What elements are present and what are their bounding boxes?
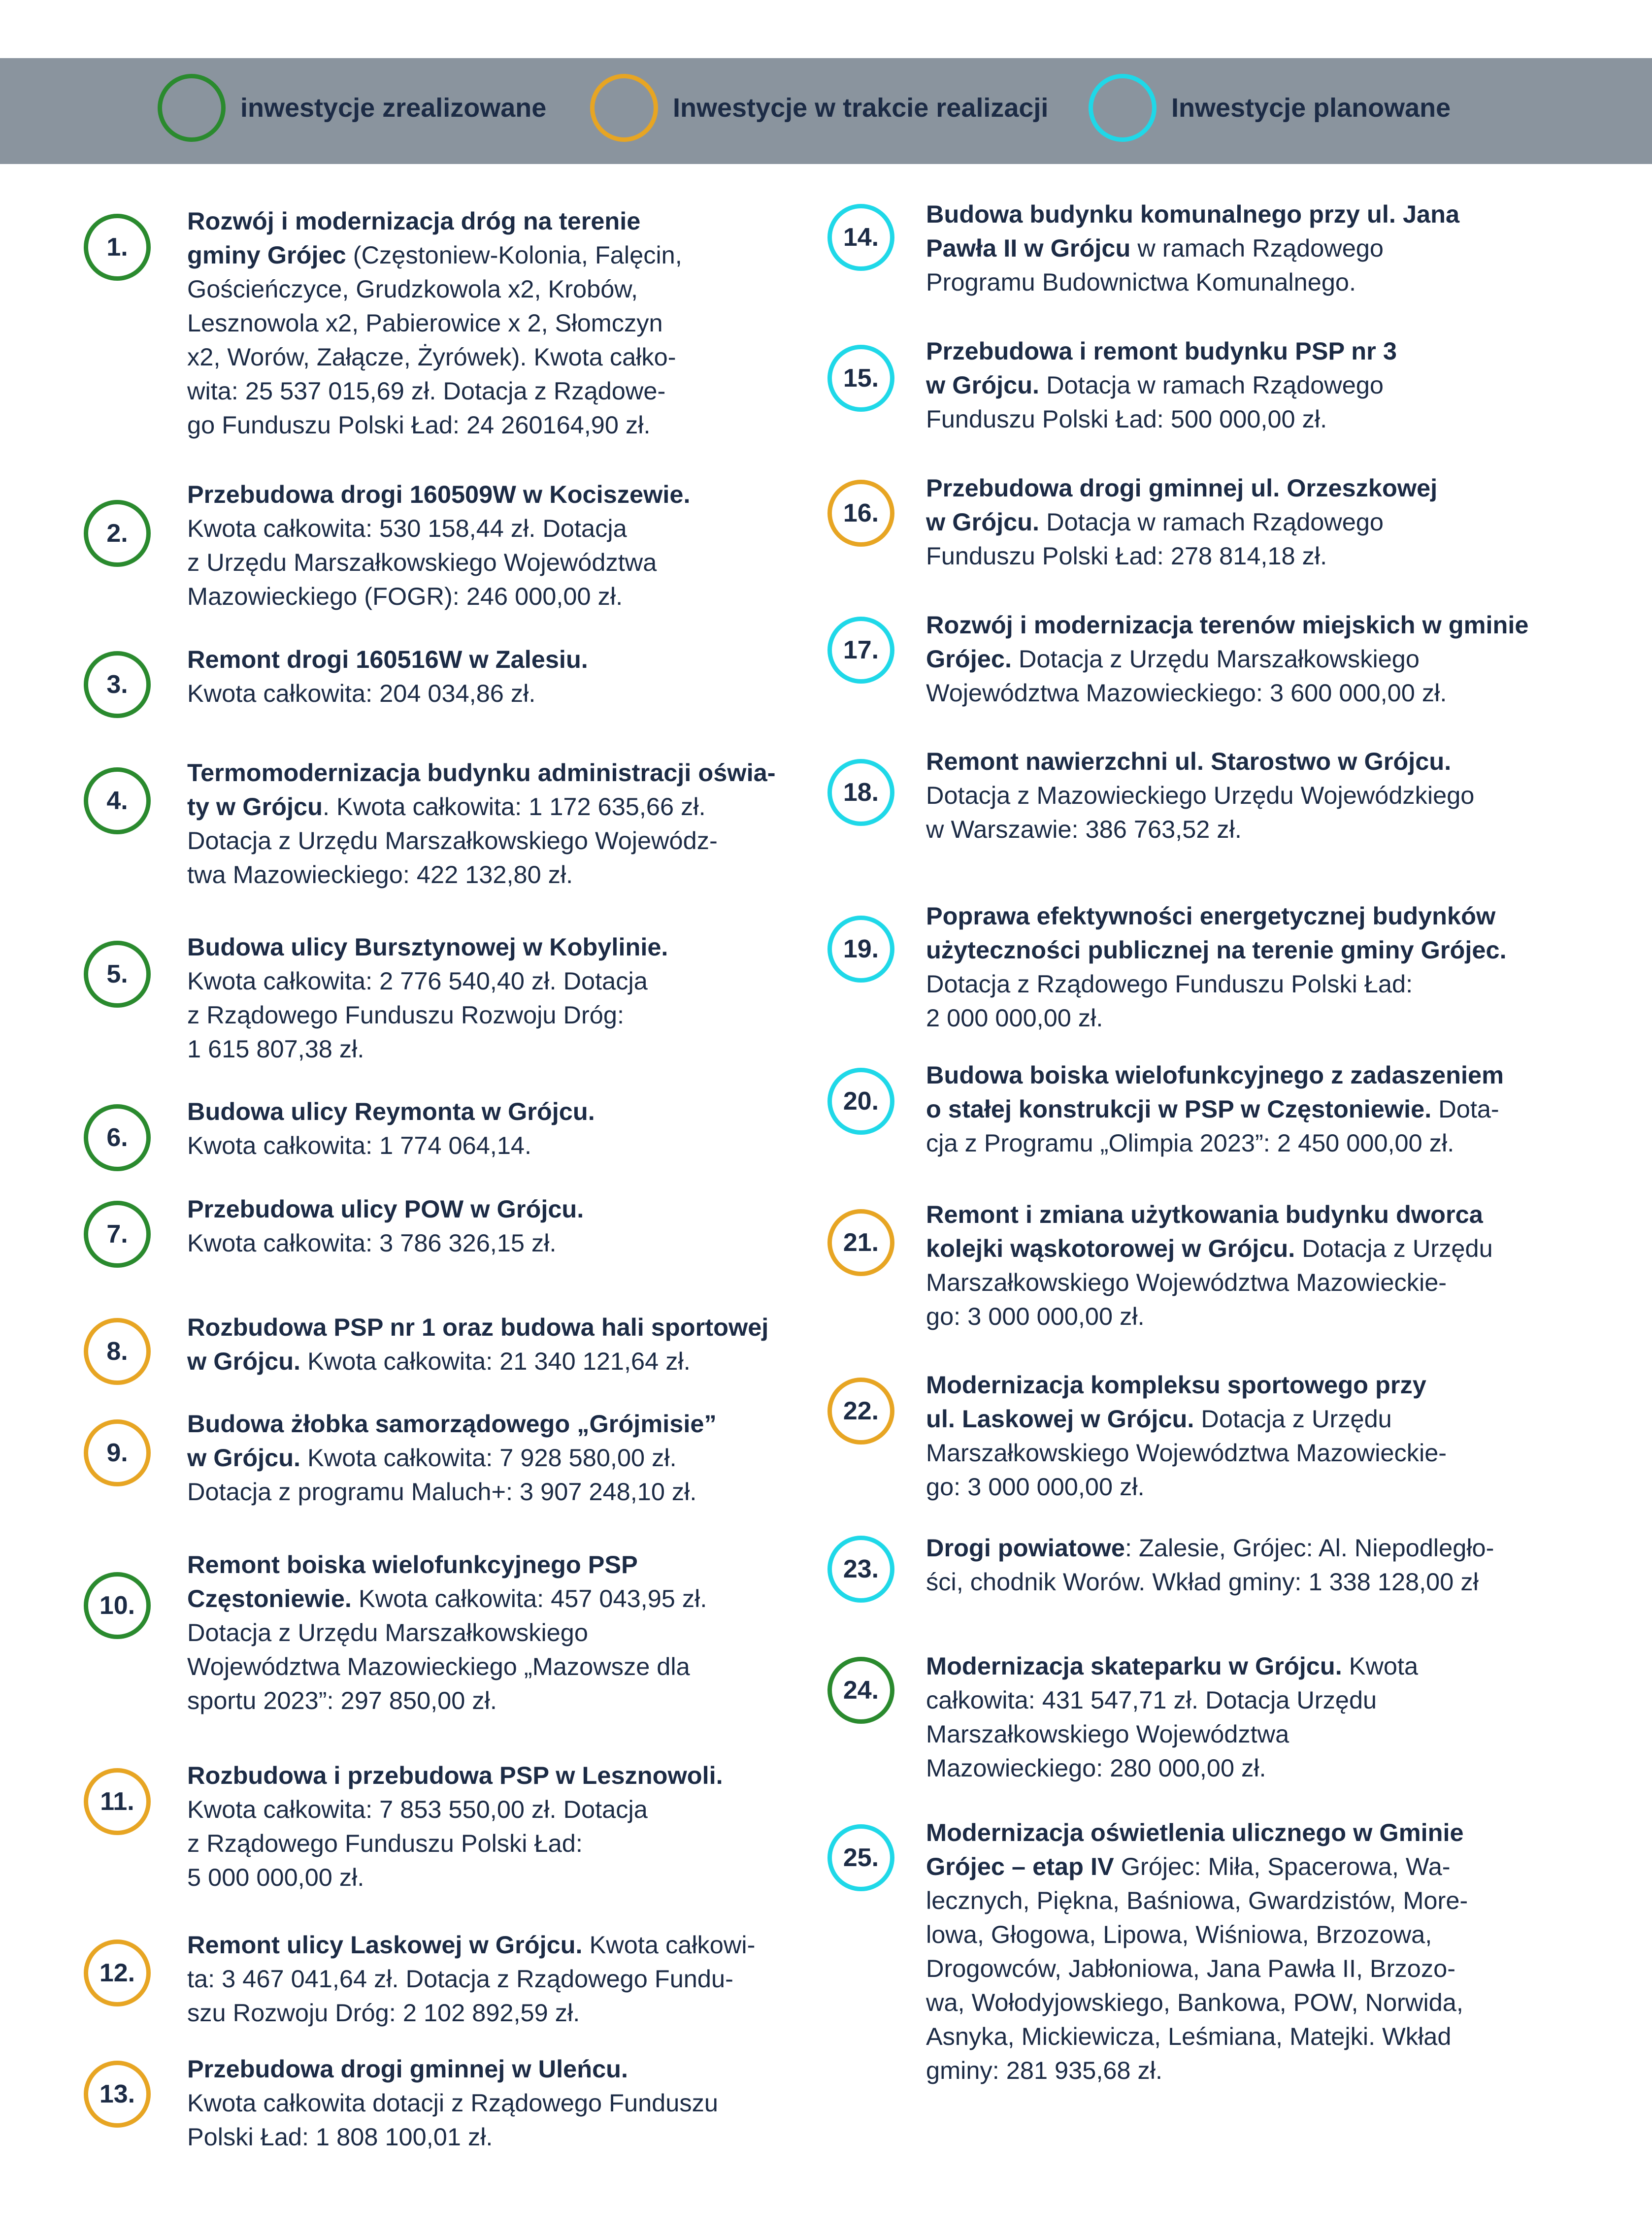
- item-description: [926, 471, 1437, 573]
- description-line: [187, 1128, 595, 1162]
- description-bold: kolejki wąskotorowej w Grójcu.: [926, 1234, 1295, 1262]
- description-line: [926, 1470, 1447, 1504]
- item-number-circle: 21.: [827, 1209, 894, 1276]
- description-regular: Kwota całkowita: 457 043,95 zł.: [351, 1584, 707, 1612]
- description-bold: w Grójcu.: [187, 1444, 301, 1472]
- description-line: [926, 471, 1437, 505]
- item-description: [187, 642, 588, 710]
- description-line: [926, 1951, 1468, 1985]
- item-description: [187, 1547, 707, 1717]
- description-bold: Przebudowa drogi gminnej ul. Orzeszkowej: [926, 474, 1438, 502]
- description-line: [926, 1815, 1468, 1849]
- description-line: [926, 778, 1474, 812]
- item-number-circle: 9.: [84, 1419, 151, 1486]
- description-line: [926, 1751, 1418, 1785]
- item-number-circle: 2.: [84, 500, 151, 567]
- description-line: [926, 1436, 1447, 1470]
- description-bold: Remont nawierzchni ul. Starostwo w Grójcu.: [926, 747, 1452, 775]
- description-line: [187, 642, 588, 676]
- description-line: [187, 1407, 717, 1441]
- description-regular: Dotacja z Mazowieckiego Urzędu Wojewódzkiego: [926, 781, 1475, 809]
- description-bold: Budowa budynku komunalnego przy ul. Jana: [926, 200, 1460, 228]
- description-line: [926, 334, 1397, 368]
- description-regular: go: 3 000 000,00 zł.: [926, 1302, 1145, 1330]
- item-number-circle: 20.: [827, 1068, 894, 1135]
- description-line: [187, 676, 588, 710]
- description-regular: Dotacja z Urzędu Marszałkowskiego Wojewódz-: [187, 826, 718, 855]
- legend-label-planned: Inwestycje planowane: [1171, 93, 1451, 123]
- item-description: [187, 1310, 768, 1378]
- description-line: [926, 1058, 1504, 1092]
- item-description: [926, 608, 1529, 710]
- description-bold: Termomodernizacja budynku administracji oświa-: [187, 758, 776, 787]
- description-regular: Polski Ład: 1 808 100,01 zł.: [187, 2123, 493, 2151]
- item-description: [926, 334, 1397, 436]
- description-line: [926, 812, 1474, 846]
- description-regular: Dotacja w ramach Rządowego: [1039, 508, 1384, 536]
- description-regular: Dotacja z programu Maluch+: 3 907 248,10 zł.: [187, 1478, 697, 1506]
- description-line: [187, 1226, 584, 1260]
- description-line: [187, 1928, 755, 1962]
- description-line: [926, 1001, 1507, 1035]
- description-line: [187, 823, 776, 857]
- description-bold: Modernizacja kompleksu sportowego przy: [926, 1371, 1426, 1399]
- description-bold: Drogi powiatowe: [926, 1534, 1125, 1562]
- item-number-circle: 1.: [84, 214, 151, 281]
- description-line: [187, 756, 776, 789]
- description-regular: Marszałkowskiego Województwa Mazowieckie-: [926, 1268, 1447, 1296]
- description-regular: 2 000 000,00 zł.: [926, 1004, 1103, 1032]
- description-line: [926, 1299, 1493, 1333]
- item-number-circle: 18.: [827, 759, 894, 826]
- description-regular: Kwota całkowita dotacji z Rządowego Funduszu: [187, 2089, 718, 2117]
- description-regular: ści, chodnik Worów. Wkład gminy: 1 338 128,00 zł: [926, 1568, 1479, 1596]
- description-line: [926, 1402, 1447, 1436]
- description-bold: w Grójcu.: [926, 508, 1040, 536]
- description-line: [926, 1126, 1504, 1160]
- item-number-circle: 4.: [84, 767, 151, 834]
- item-number-circle: 6.: [84, 1104, 151, 1171]
- item-number-circle: 19.: [827, 916, 894, 983]
- item-description: [187, 930, 668, 1066]
- description-regular: 5 000 000,00 zł.: [187, 1863, 364, 1891]
- description-regular: Dotacja z Urzędu Marszałkowskiego: [187, 1618, 588, 1646]
- description-line: [187, 545, 691, 579]
- description-regular: Drogowców, Jabłoniowa, Jana Pawła II, Brzozo-: [926, 1954, 1456, 1982]
- description-regular: Kwota całkowita: 7 928 580,00 zł.: [300, 1444, 677, 1472]
- cyan-circle-icon: [1089, 74, 1156, 142]
- description-line: [187, 1792, 723, 1826]
- description-line: [926, 1265, 1493, 1299]
- item-number-circle: 3.: [84, 651, 151, 718]
- description-line: [187, 477, 691, 511]
- description-regular: w ramach Rządowego: [1130, 234, 1384, 262]
- description-bold: o stałej konstrukcji w PSP w Częstoniewie.: [926, 1095, 1432, 1123]
- item-number-circle: 11.: [84, 1768, 151, 1835]
- description-regular: sportu 2023”: 297 850,00 zł.: [187, 1686, 497, 1714]
- item-description: [926, 744, 1474, 846]
- description-line: [187, 579, 691, 613]
- description-bold: gminy Grójec: [187, 241, 346, 269]
- description-regular: lowa, Głogowa, Lipowa, Wiśniowa, Brzozowa,: [926, 1920, 1432, 1948]
- item-number-circle: 7.: [84, 1201, 151, 1268]
- item-number-circle: 17.: [827, 617, 894, 684]
- description-regular: Dotacja w ramach Rządowego: [1039, 371, 1384, 399]
- description-regular: Marszałkowskiego Województwa Mazowieckie-: [926, 1439, 1447, 1467]
- item-description: [187, 2052, 718, 2154]
- orange-circle-icon: [590, 74, 658, 142]
- description-regular: Kwota całkowita: 21 340 121,64 zł.: [300, 1347, 691, 1375]
- description-bold: Remont i zmiana użytkowania budynku dworca: [926, 1200, 1483, 1228]
- description-bold: Rozwój i modernizacja terenów miejskich w gminie: [926, 611, 1529, 639]
- description-line: [926, 1985, 1468, 2019]
- description-regular: x2, Worów, Załącze, Żyrówek). Kwota całko-: [187, 343, 676, 371]
- description-line: [187, 1826, 723, 1860]
- description-line: [926, 1531, 1494, 1565]
- description-line: [926, 1849, 1468, 1883]
- description-regular: go: 3 000 000,00 zł.: [926, 1473, 1145, 1501]
- description-line: [187, 340, 682, 374]
- item-number-circle: 14.: [827, 204, 894, 271]
- description-regular: Programu Budownictwa Komunalnego.: [926, 268, 1356, 296]
- description-regular: Kwota: [1342, 1652, 1419, 1680]
- description-bold: Grójec – etap IV: [926, 1852, 1114, 1880]
- description-regular: Kwota całkowita: 530 158,44 zł. Dotacja: [187, 514, 627, 542]
- description-line: [187, 1758, 723, 1792]
- description-regular: Dota-: [1431, 1095, 1499, 1123]
- description-regular: Lesznowola x2, Pabierowice x 2, Słomczyn: [187, 309, 663, 337]
- description-line: [926, 368, 1397, 402]
- description-regular: cja z Programu „Olimpia 2023”: 2 450 000,00 zł.: [926, 1129, 1454, 1157]
- description-regular: : Zalesie, Grójec: Al. Niepodległo-: [1125, 1534, 1494, 1562]
- item-description: [187, 756, 776, 891]
- description-regular: (Częstoniew-Kolonia, Falęcin,: [346, 241, 682, 269]
- description-line: [926, 967, 1507, 1001]
- description-regular: 1 615 807,38 zł.: [187, 1035, 364, 1063]
- description-bold: Przebudowa drogi 160509W w Kociszewie.: [187, 480, 691, 508]
- description-line: [187, 238, 682, 272]
- item-description: [926, 1815, 1468, 2087]
- description-line: [926, 1649, 1418, 1683]
- description-line: [926, 608, 1529, 642]
- legend-label-done: inwestycje zrealizowane: [240, 93, 547, 123]
- description-regular: Mazowieckiego (FOGR): 246 000,00 zł.: [187, 582, 623, 610]
- item-number-circle: 12.: [84, 1939, 151, 2006]
- description-bold: w Grójcu.: [926, 371, 1040, 399]
- description-line: [926, 265, 1459, 299]
- description-bold: Remont ulicy Laskowej w Grójcu.: [187, 1931, 583, 1959]
- item-description: [926, 1531, 1494, 1599]
- description-line: [187, 930, 668, 964]
- description-regular: go Funduszu Polski Ład: 24 260164,90 zł.: [187, 411, 651, 439]
- description-regular: szu Rozwoju Dróg: 2 102 892,59 zł.: [187, 1999, 580, 2027]
- description-regular: gminy: 281 935,68 zł.: [926, 2056, 1163, 2084]
- description-regular: wa, Wołodyjowskiego, Bankowa, POW, Norwida,: [926, 1988, 1463, 2016]
- description-line: [926, 744, 1474, 778]
- description-line: [187, 1032, 668, 1066]
- description-line: [187, 204, 682, 238]
- item-description: [926, 899, 1507, 1035]
- item-number-circle: 16.: [827, 480, 894, 547]
- item-description: [926, 1058, 1504, 1160]
- item-description: [926, 1368, 1447, 1504]
- description-line: [187, 306, 682, 340]
- description-regular: Mazowieckiego: 280 000,00 zł.: [926, 1754, 1266, 1782]
- description-bold: Rozbudowa PSP nr 1 oraz budowa hali sportowej: [187, 1313, 769, 1341]
- description-line: [926, 539, 1437, 573]
- item-number-circle: 24.: [827, 1657, 894, 1724]
- description-line: [926, 1231, 1493, 1265]
- legend-bar: [0, 58, 1652, 164]
- item-description: [926, 1197, 1493, 1333]
- description-regular: Funduszu Polski Ład: 500 000,00 zł.: [926, 405, 1327, 433]
- description-line: [926, 1092, 1504, 1126]
- description-regular: z Rządowego Funduszu Rozwoju Dróg:: [187, 1001, 625, 1029]
- description-line: [926, 642, 1529, 676]
- item-description: [187, 1758, 723, 1894]
- description-line: [187, 1962, 755, 1996]
- description-line: [926, 933, 1507, 967]
- item-description: [187, 1928, 755, 2030]
- legend-label-progress: Inwestycje w trakcie realizacji: [673, 93, 1049, 123]
- description-bold: Rozwój i modernizacja dróg na terenie: [187, 207, 641, 235]
- description-line: [926, 899, 1507, 933]
- description-bold: ty w Grójcu: [187, 792, 323, 821]
- item-description: [926, 197, 1459, 299]
- description-regular: z Urzędu Marszałkowskiego Województwa: [187, 548, 657, 576]
- item-description: [926, 1649, 1418, 1785]
- description-regular: Dotacja z Urzędu: [1295, 1234, 1493, 1262]
- description-line: [926, 231, 1459, 265]
- description-bold: Budowa żłobka samorządowego „Grójmisie”: [187, 1410, 717, 1438]
- description-line: [926, 1565, 1494, 1599]
- description-regular: Asnyka, Mickiewicza, Leśmiana, Matejki. Wkład: [926, 2022, 1452, 2050]
- description-line: [187, 789, 776, 823]
- description-bold: Budowa ulicy Bursztynowej w Kobylinie.: [187, 933, 668, 961]
- description-line: [187, 964, 668, 998]
- description-line: [187, 272, 682, 306]
- description-regular: Dotacja z Urzędu Marszałkowskiego: [1012, 645, 1420, 673]
- item-number-circle: 15.: [827, 345, 894, 412]
- description-line: [187, 857, 776, 891]
- description-line: [187, 1475, 717, 1509]
- description-line: [187, 2052, 718, 2086]
- item-description: [187, 1407, 717, 1509]
- description-line: [926, 1197, 1493, 1231]
- description-line: [187, 1615, 707, 1649]
- description-bold: w Grójcu.: [187, 1347, 301, 1375]
- description-bold: Przebudowa ulicy POW w Grójcu.: [187, 1195, 584, 1223]
- description-regular: całkowita: 431 547,71 zł. Dotacja Urzędu: [926, 1686, 1377, 1714]
- description-regular: Kwota całkowita: 2 776 540,40 zł. Dotacja: [187, 967, 648, 995]
- description-line: [187, 1581, 707, 1615]
- description-line: [187, 1192, 584, 1226]
- description-line: [926, 1917, 1468, 1951]
- description-regular: wita: 25 537 015,69 zł. Dotacja z Rządowe-: [187, 377, 666, 405]
- description-bold: Pawła II w Grójcu: [926, 234, 1131, 262]
- description-line: [926, 2053, 1468, 2087]
- description-regular: Dotacja z Rządowego Funduszu Polski Ład:: [926, 970, 1413, 998]
- description-regular: Kwota całkowi-: [582, 1931, 756, 1959]
- description-bold: Remont drogi 160516W w Zalesiu.: [187, 645, 588, 673]
- description-regular: ta: 3 467 041,64 zł. Dotacja z Rządowego Fundu-: [187, 1965, 733, 1993]
- description-line: [926, 676, 1529, 710]
- description-regular: Marszałkowskiego Województwa: [926, 1720, 1289, 1748]
- description-line: [187, 1310, 768, 1344]
- description-bold: Budowa boiska wielofunkcyjnego z zadaszeniem: [926, 1061, 1504, 1089]
- description-regular: Funduszu Polski Ład: 278 814,18 zł.: [926, 542, 1327, 570]
- description-bold: Grójec.: [926, 645, 1012, 673]
- description-line: [926, 1683, 1418, 1717]
- description-regular: lecznych, Piękna, Baśniowa, Gwardzistów, More-: [926, 1886, 1468, 1914]
- description-regular: Kwota całkowita: 7 853 550,00 zł. Dotacja: [187, 1795, 648, 1823]
- description-bold: użyteczności publicznej na terenie gminy Grójec.: [926, 936, 1507, 964]
- description-regular: Województwa Mazowieckiego „Mazowsze dla: [187, 1652, 690, 1680]
- description-line: [187, 374, 682, 408]
- item-description: [187, 1094, 595, 1162]
- description-bold: Poprawa efektywności energetycznej budynków: [926, 902, 1496, 930]
- item-number-circle: 5.: [84, 941, 151, 1008]
- description-regular: Grójec: Miła, Spacerowa, Wa-: [1114, 1852, 1451, 1880]
- description-line: [187, 1683, 707, 1717]
- description-bold: Częstoniewie.: [187, 1584, 352, 1612]
- description-line: [187, 408, 682, 442]
- description-regular: w Warszawie: 386 763,52 zł.: [926, 815, 1242, 843]
- description-bold: Przebudowa i remont budynku PSP nr 3: [926, 337, 1397, 365]
- item-description: [187, 204, 682, 442]
- item-number-circle: 13.: [84, 2061, 151, 2128]
- description-bold: Rozbudowa i przebudowa PSP w Lesznowoli.: [187, 1761, 723, 1789]
- description-regular: Gościeńczyce, Grudzkowola x2, Krobów,: [187, 275, 638, 303]
- description-line: [926, 402, 1397, 436]
- item-number-circle: 25.: [827, 1824, 894, 1891]
- item-description: [187, 1192, 584, 1260]
- description-regular: Województwa Mazowieckiego: 3 600 000,00 zł.: [926, 679, 1447, 707]
- item-description: [187, 477, 691, 613]
- description-line: [926, 1717, 1418, 1751]
- description-line: [187, 1094, 595, 1128]
- description-regular: Dotacja z Urzędu: [1194, 1405, 1392, 1433]
- description-bold: ul. Laskowej w Grójcu.: [926, 1405, 1194, 1433]
- description-line: [926, 2019, 1468, 2053]
- description-line: [187, 1441, 717, 1475]
- description-line: [187, 998, 668, 1032]
- item-number-circle: 23.: [827, 1536, 894, 1603]
- description-line: [926, 505, 1437, 539]
- description-line: [926, 1368, 1447, 1402]
- description-regular: . Kwota całkowita: 1 172 635,66 zł.: [323, 792, 706, 821]
- description-bold: Przebudowa drogi gminnej w Uleńcu.: [187, 2055, 628, 2083]
- description-line: [187, 1649, 707, 1683]
- description-line: [187, 1996, 755, 2030]
- description-regular: z Rządowego Funduszu Polski Ład:: [187, 1829, 583, 1857]
- description-line: [187, 2120, 718, 2154]
- item-number-circle: 8.: [84, 1318, 151, 1385]
- description-regular: Kwota całkowita: 3 786 326,15 zł.: [187, 1229, 557, 1257]
- description-regular: twa Mazowieckiego: 422 132,80 zł.: [187, 860, 573, 888]
- description-line: [187, 511, 691, 545]
- description-line: [187, 2086, 718, 2120]
- description-line: [926, 1883, 1468, 1917]
- description-regular: Kwota całkowita: 1 774 064,14.: [187, 1131, 532, 1159]
- item-number-circle: 10.: [84, 1572, 151, 1639]
- description-line: [187, 1344, 768, 1378]
- item-number-circle: 22.: [827, 1378, 894, 1445]
- description-bold: Budowa ulicy Reymonta w Grójcu.: [187, 1097, 595, 1125]
- description-regular: Kwota całkowita: 204 034,86 zł.: [187, 679, 536, 707]
- description-line: [926, 197, 1459, 231]
- description-bold: Modernizacja skateparku w Grójcu.: [926, 1652, 1342, 1680]
- green-circle-icon: [158, 74, 226, 142]
- description-line: [187, 1860, 723, 1894]
- description-bold: Modernizacja oświetlenia ulicznego w Gminie: [926, 1818, 1464, 1846]
- description-line: [187, 1547, 707, 1581]
- description-bold: Remont boiska wielofunkcyjnego PSP: [187, 1550, 638, 1578]
